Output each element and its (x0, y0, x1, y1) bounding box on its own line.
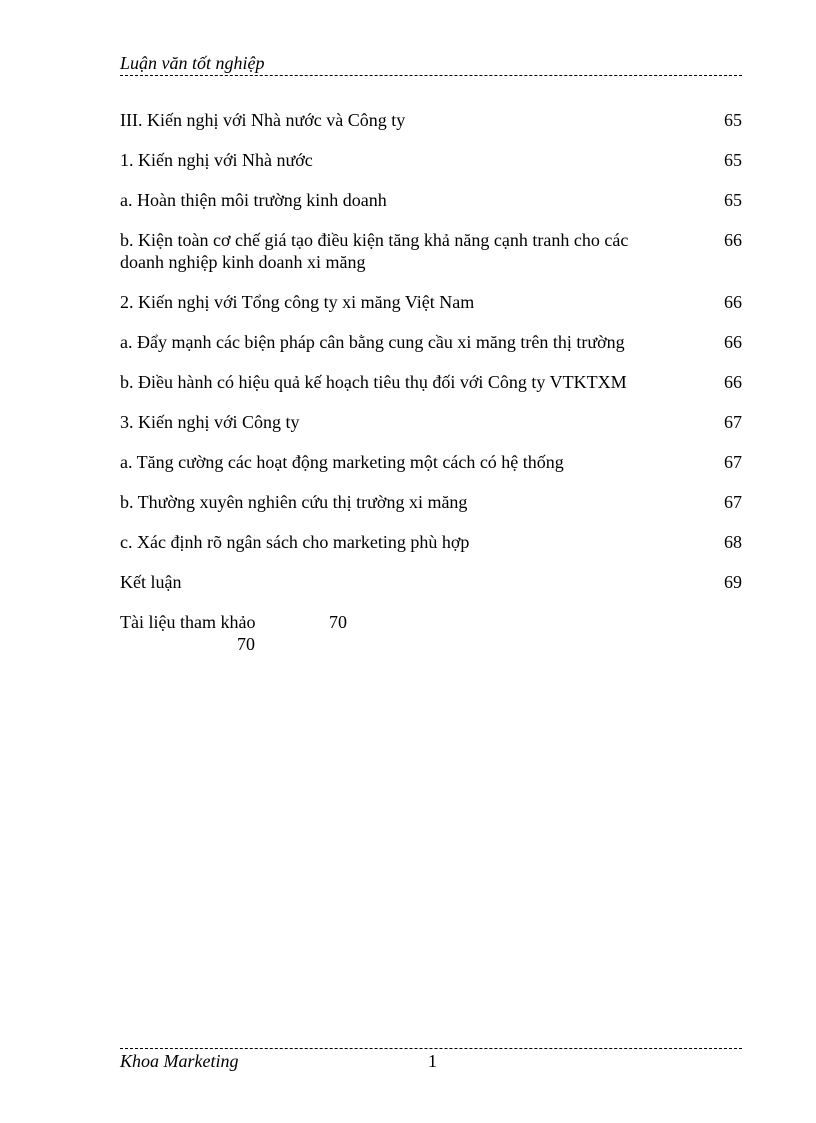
toc-entry-page: 66 (724, 332, 742, 352)
running-header: Luận văn tốt nghiệp (120, 53, 265, 73)
running-footer: Khoa Marketing (120, 1051, 239, 1071)
toc-entry-title: a. Hoàn thiện môi trường kinh doanh (120, 190, 387, 210)
toc-entry-title: 3. Kiến nghị với Công ty (120, 412, 300, 432)
toc-entry (120, 109, 742, 131)
toc-entry-page: 65 (724, 110, 742, 130)
toc-entry-title: c. Xác định rõ ngân sách cho marketing phù hợp (120, 532, 470, 552)
toc-entry (120, 189, 742, 211)
header-rule (120, 75, 742, 76)
toc-entry-title: Kết luận (120, 572, 182, 592)
references-page: 70 (329, 612, 347, 632)
toc-entry (120, 291, 742, 313)
toc-entry-title: 2. Kiến nghị với Tổng công ty xi măng Việt Nam (120, 292, 475, 312)
toc-entry-page: 66 (724, 292, 742, 312)
toc-entry-page: 66 (724, 372, 742, 392)
toc-entry-page: 65 (724, 190, 742, 210)
toc-entry (120, 571, 742, 593)
toc-entry-references (120, 611, 742, 655)
toc-entry-page: 69 (724, 572, 742, 592)
toc-entry-page: 65 (724, 150, 742, 170)
toc-entry-page: 68 (724, 532, 742, 552)
page-number: 1 (428, 1051, 437, 1071)
toc-entry (120, 371, 742, 393)
references-page-repeat: 70 (237, 634, 255, 654)
toc-entry-title: b. Thường xuyên nghiên cứu thị trường xi măng (120, 492, 468, 512)
toc-entry (120, 451, 742, 473)
toc-entry-page: 67 (724, 452, 742, 472)
table-of-contents (120, 109, 742, 655)
toc-entry-title: 1. Kiến nghị với Nhà nước (120, 150, 313, 170)
references-title: Tài liệu tham khảo (120, 612, 256, 632)
toc-entry-title: b. Kiện toàn cơ chế giá tạo điều kiện tăng khả năng cạnh tranh cho các doanh nghiệp kinh doanh xi măng (120, 230, 629, 272)
toc-entry (120, 411, 742, 433)
toc-entry-page: 67 (724, 492, 742, 512)
toc-entry-title: a. Đẩy mạnh các biện pháp cân bằng cung cầu xi măng trên thị trường (120, 332, 625, 352)
toc-entry (120, 531, 742, 553)
toc-entry (120, 331, 742, 353)
toc-entry (120, 149, 742, 171)
toc-entry-page: 66 (724, 230, 742, 250)
toc-entry-page: 67 (724, 412, 742, 432)
toc-entry (120, 229, 742, 273)
toc-entry-title: III. Kiến nghị với Nhà nước và Công ty (120, 110, 406, 130)
toc-entry (120, 491, 742, 513)
footer-rule (120, 1048, 742, 1049)
toc-entry-title: b. Điều hành có hiệu quả kế hoạch tiêu thụ đối với Công ty VTKTXM (120, 372, 627, 392)
toc-entry-title: a. Tăng cường các hoạt động marketing một cách có hệ thống (120, 452, 564, 472)
